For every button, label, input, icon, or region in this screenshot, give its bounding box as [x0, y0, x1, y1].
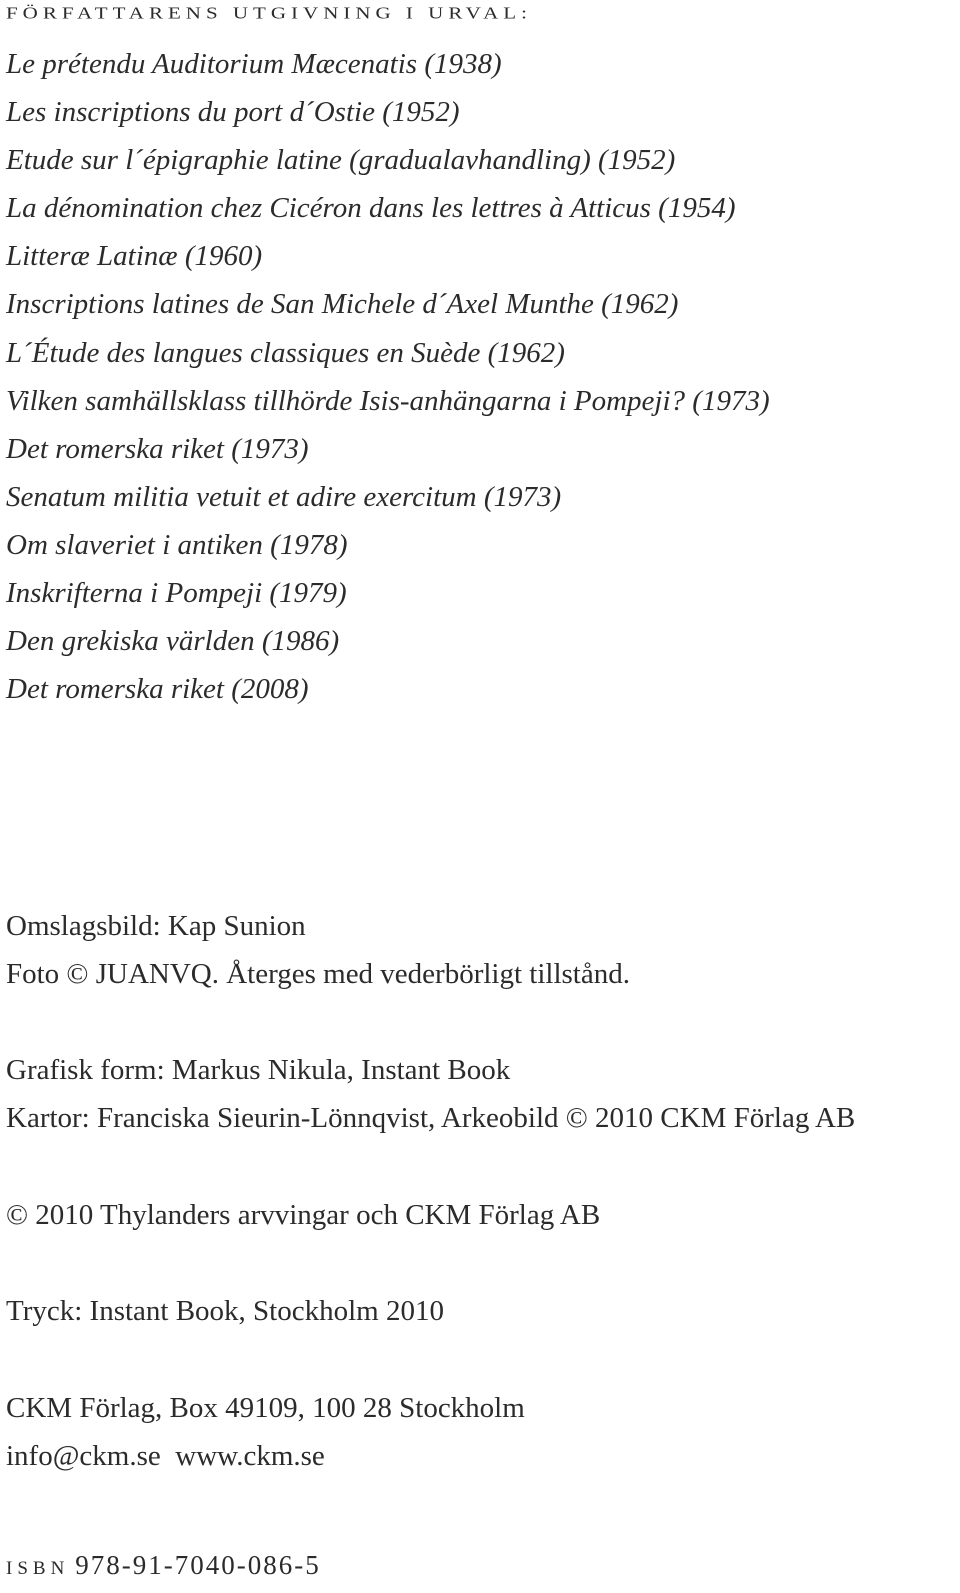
works-heading: FÖRFATTARENS UTGIVNING I URVAL: — [6, 3, 532, 23]
list-item: Vilken samhällsklass tillhörde Isis-anhängarna i Pompeji? (1973) — [6, 384, 770, 417]
publisher-contact: info@ckm.se www.ckm.se — [6, 1440, 325, 1472]
cover-image-credit: Omslagsbild: Kap Sunion — [6, 910, 306, 942]
list-item: Den grekiska världen (1986) — [6, 625, 340, 658]
copyright-line: © 2010 Thylanders arvvingar och CKM Förlag AB — [6, 1199, 601, 1231]
list-item: Senatum militia vetuit et adire exercitum (1973) — [6, 480, 562, 513]
publisher-address: CKM Förlag, Box 49109, 100 28 Stockholm — [6, 1392, 525, 1424]
list-item: Inskrifterna i Pompeji (1979) — [6, 577, 347, 610]
list-item: Det romerska riket (1973) — [6, 432, 309, 465]
design-credit: Grafisk form: Markus Nikula, Instant Book — [6, 1054, 511, 1086]
list-item: La dénomination chez Cicéron dans les lettres à Atticus (1954) — [6, 192, 736, 225]
list-item: Om slaveriet i antiken (1978) — [6, 528, 348, 561]
list-item: Litteræ Latinæ (1960) — [6, 240, 263, 273]
maps-credit: Kartor: Franciska Sieurin-Lönnqvist, Arkeobild © 2010 CKM Förlag AB — [6, 1102, 856, 1134]
isbn-label: ISBN — [6, 1558, 70, 1579]
works-list — [6, 40, 770, 713]
print-credit: Tryck: Instant Book, Stockholm 2010 — [6, 1295, 444, 1327]
photo-credit: Foto © JUANVQ. Återges med vederbörligt tillstånd. — [6, 958, 630, 990]
colophon-page — [6, 0, 956, 1593]
list-item: Det romerska riket (2008) — [6, 673, 309, 706]
isbn-line — [6, 1541, 321, 1593]
list-item: Etude sur l´épigraphie latine (gradualavhandling) (1952) — [6, 144, 676, 177]
list-item: Le prétendu Auditorium Mæcenatis (1938) — [6, 48, 502, 80]
list-item: Inscriptions latines de San Michele d´Axel Munthe (1962) — [6, 288, 679, 321]
list-item: L´Étude des langues classiques en Suède (1962) — [6, 336, 565, 369]
list-item: Les inscriptions du port d´Ostie (1952) — [6, 96, 460, 129]
isbn-number: 978-91-7040-086-5 — [75, 1550, 321, 1580]
